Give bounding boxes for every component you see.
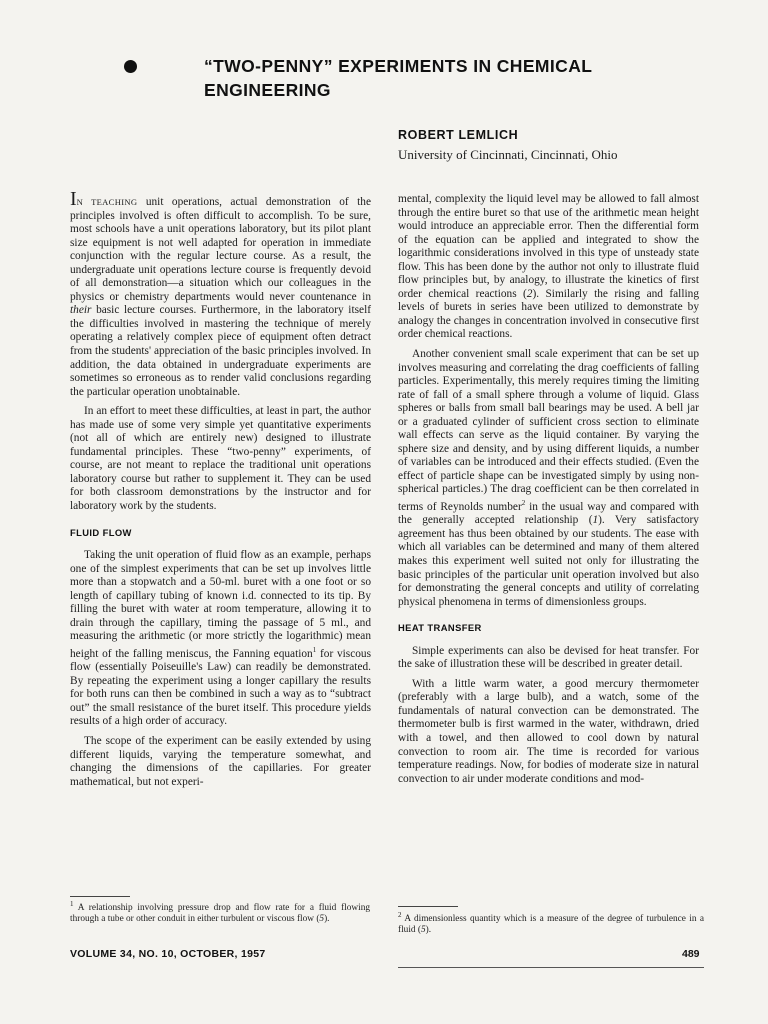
footnote-1-text: A relationship involving pressure drop and flow rate for a fluid flowing through a tube or other conduit in either turbulent or viscous flow ( — [70, 903, 370, 925]
complexity-text-continued: ). Similarly the rising and falling levels of burets in series have been utilized to demonstrate by analogy the changes in concentration involved in consecutive first order chemical reactions. — [398, 287, 699, 341]
footnote-2-text: A dimensionless quantity which is a measure of the degree of turbulence in a fluid ( — [398, 914, 704, 936]
fluid-flow-text: Taking the unit operation of fluid flow as an example, perhaps one of the simplest experiments that can be set up involves little more than a stopwatch and a 50-ml. buret with a one foot or so length of capillary tubing of known i.d. connected to its tip. By filling the buret with water at room temperature, allowing it to drain through the capillary, timing the passage of 5 ml., and measuring the arithmetic (or more strictly the logarithmic) mean height of the falling meniscus, the Fanning equation — [70, 549, 371, 660]
footnote-1-end: ). — [324, 914, 330, 925]
footnote-ref-1[interactable]: 1 — [312, 645, 317, 654]
footnote-ref-2[interactable]: 2 — [521, 499, 526, 508]
paragraph-mental-complexity — [398, 193, 699, 342]
footnote-divider-right — [398, 906, 458, 907]
footnote-1-ref[interactable]: 5 — [319, 914, 325, 925]
right-column — [398, 193, 699, 792]
section-heading-heat-transfer: HEAT TRANSFER — [398, 622, 482, 634]
footnote-1 — [70, 899, 370, 925]
drop-cap: I — [70, 188, 77, 210]
intro-italic-word: their — [70, 304, 92, 317]
paragraph-drag-coefficient — [398, 348, 699, 609]
drag-text-end: ). Very satisfactory agreement has thus been obtained by our students. The ease with which all variables can be determined and many of them altered makes this experiment well suited not only for illustrating the basic principles of the particular unit operation involved but also for demonstrating the general concepts and utility of correlating physical phenomena in terms of dimensionless groups. — [398, 514, 699, 608]
left-column — [70, 188, 372, 795]
footnote-1-mark: 1 — [70, 900, 74, 908]
drag-text: Another convenient small scale experiment that can be set up involves measuring and correlating the drag coefficients of falling particles. Experimentally, this merely requires timing the limiting rate of fall of a small sphere through a volume of liquid. Glass spheres or balls from small ball bearings may be used. A bell jar or a graduated cylinder of sufficient cross section to eliminate wall effects can serve as the liquid container. By varying the sphere size and density, and by using different liquids, a number of variables can be introduced and their effects studied. (Even the effect of particle shape can be investigated simply by using non-spherical particles.) The drag coefficient can be then correlated in terms of Reynolds number — [398, 348, 699, 513]
intro-text-continued: basic lecture courses. Furthermore, in the laboratory itself the difficulties involved in mastering the technique of merely operating a relatively complex piece of equipment often detract from the students' appreciation of the basic principles involved. In addition, the data obtained in undergraduate experiments are sometimes so erroneous as to render valid conclusions regarding the particular operation unobtainable. — [70, 304, 371, 398]
paragraph-natural-convection: With a little warm water, a good mercury thermometer (preferably with a large bulb), and a watch, some of the fundamentals of natural convection can be demonstrated. The thermometer bulb is first warmed in the water, withdrawn, dried with a towel, and then allowed to cool down by natural convection to room air. The time is recorded for various temperature readings. Now, for bodies of moderate size in natural convection to air under moderate conditions and mod- — [398, 677, 699, 785]
complexity-text: mental, complexity the liquid level may be allowed to fall almost through the entire buret so that use of the arithmetic mean height would introduce an appreciable error. Then the differential form of the equation can be applied and integrated to show the logarithmic considerations involved in this type of unsteady state flow. This has been done by the author not only to illustrate fluid flow principles but, by analogy, to illustrate the kinetics of first order chemical reactions ( — [398, 193, 699, 300]
footnote-2-ref[interactable]: 5 — [420, 925, 426, 936]
fluid-flow-text-continued: for viscous flow (essentially Poiseuille's Law) can readily be demonstrated. By repeating the experiment using a longer capillary the results for both runs can then be combined in such a way as to “subtract out” the small resistance of the buret itself. This procedure yields results of a high order of accuracy. — [70, 647, 372, 728]
author-name: ROBERT LEMLICH — [398, 128, 519, 142]
footnote-2-mark: 2 — [398, 911, 402, 919]
paragraph-heat-transfer-intro: Simple experiments can also be devised for heat transfer. For the sake of illustration these will be described in greater detail. — [398, 644, 699, 671]
reference-2[interactable]: 2 — [526, 287, 533, 300]
intro-paragraph — [70, 188, 371, 399]
footnote-2 — [398, 910, 704, 936]
paragraph-two-penny: In an effort to meet these difficulties, at least in part, the author has made use of some very simple yet quantitative experiments (not all of which are entirely new) designed to illustrate fundamental principles. These “two-penny” experiments, of course, are not meant to replace the traditional unit operations laboratory course but rather to supplement it. They can be used for both classroom demonstrations by the instructor and for laboratory work by the students. — [70, 405, 371, 513]
paragraph-fluid-flow — [70, 549, 371, 729]
footer-divider — [398, 967, 704, 968]
footnote-2-end: ). — [425, 925, 432, 936]
article-title: “TWO-PENNY” EXPERIMENTS IN CHEMICAL ENGINEERING — [204, 56, 593, 100]
title-bullet-icon — [124, 60, 137, 73]
author-affiliation: University of Cincinnati, Cincinnati, Ohio — [398, 147, 618, 162]
section-heading-fluid-flow: FLUID FLOW — [70, 526, 132, 538]
intro-small-caps: N TEACHING — [76, 197, 138, 207]
intro-text: unit operations, actual demonstration of the principles involved is often difficult to accomplish. To be sure, most schools have a unit operations laboratory, but its pilot plant size equipment is not well adapted for operation in immediate conjunction with the regular lecture course. As a result, the undergraduate unit operations lecture course is frequently devoid of all demonstration—a situation which our colleagues in the physics or chemistry departments would never countenance in — [70, 196, 371, 303]
paragraph-scope: The scope of the experiment can be easily extended by using different liquids, varying the temperature somewhat, and changing the dimensions of the capillaries. For greater mathematical, but not experi- — [70, 735, 371, 788]
page-number: 489 — [682, 948, 700, 960]
drag-text-continued: in the usual way and compared with the generally accepted relationship ( — [398, 500, 699, 527]
journal-volume-info: VOLUME 34, NO. 10, OCTOBER, 1957 — [70, 948, 266, 960]
reference-1[interactable]: 1 — [592, 514, 599, 527]
footnote-divider-left — [70, 896, 130, 897]
